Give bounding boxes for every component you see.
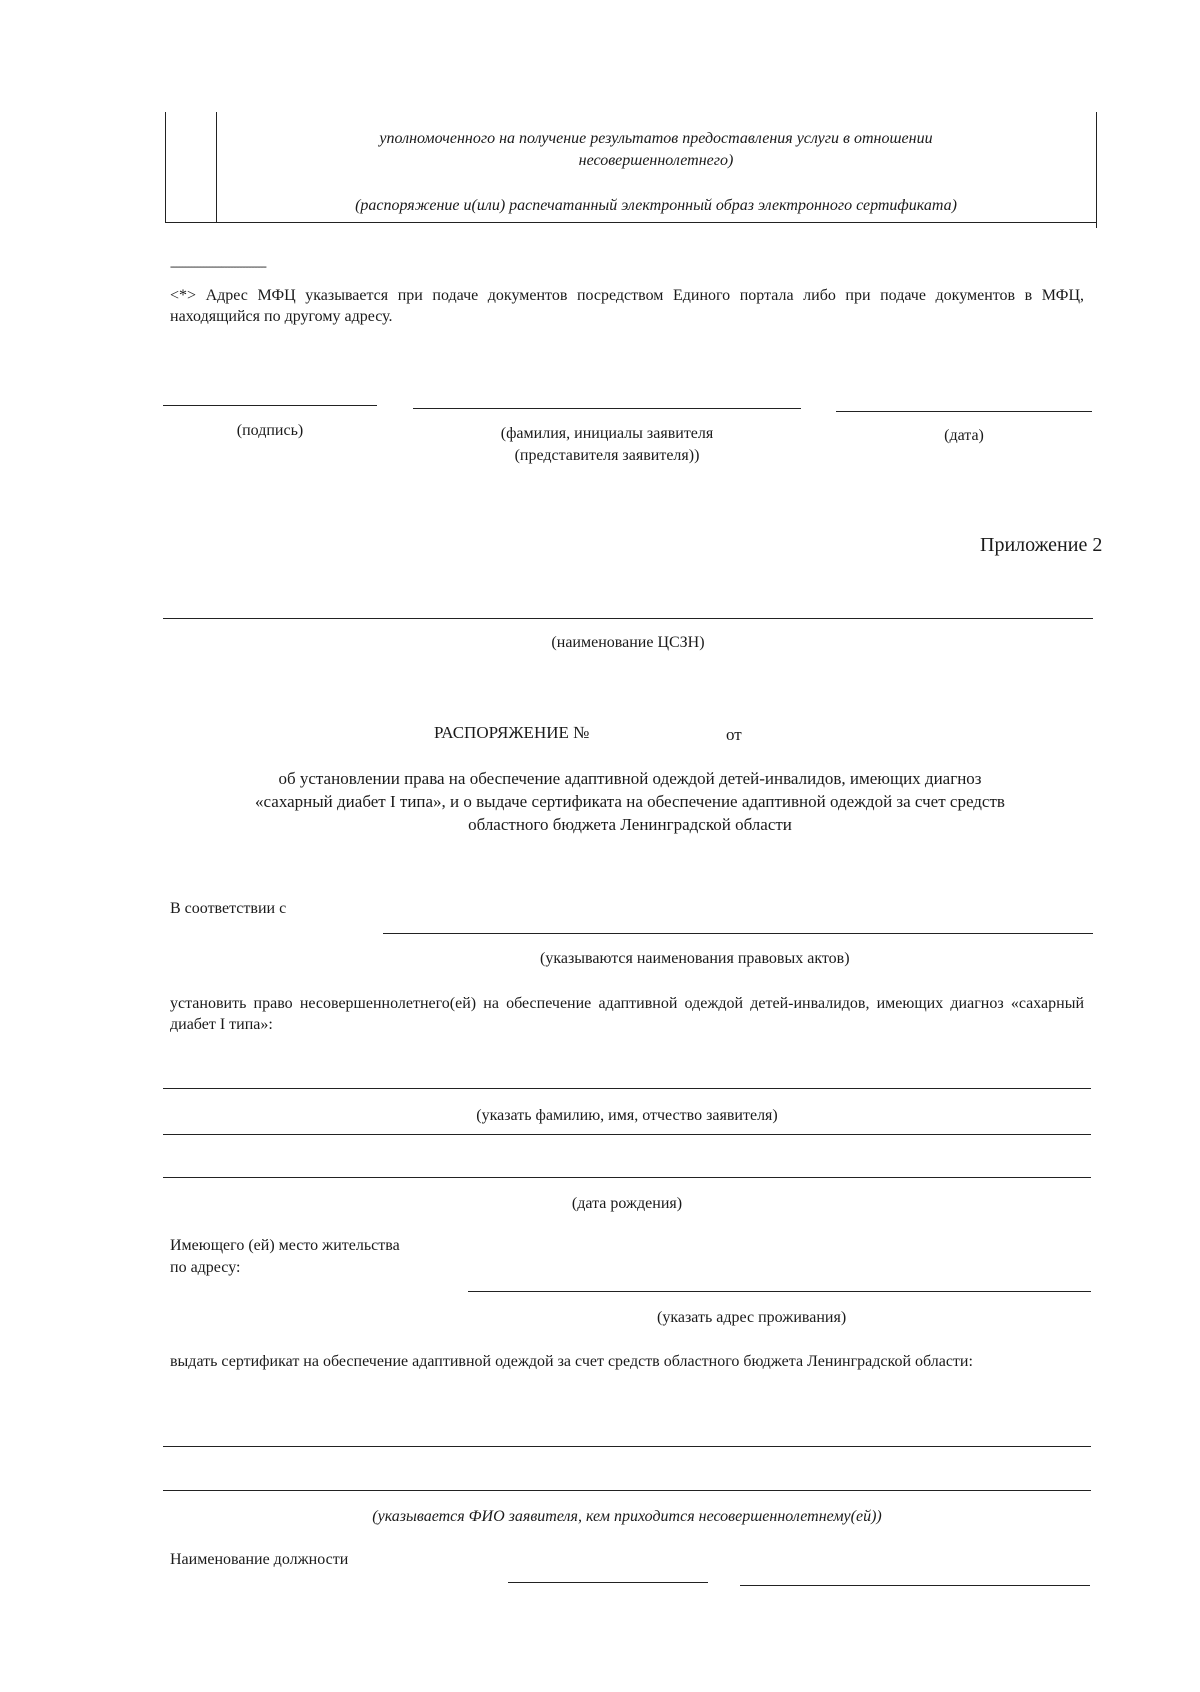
address-line <box>468 1291 1091 1292</box>
date-caption: (дата) <box>944 427 984 444</box>
position-signature-line <box>508 1582 708 1583</box>
order-subject-line3: областного бюджета Ленинградской области <box>468 815 792 834</box>
address-caption: (указать адрес проживания) <box>657 1309 847 1326</box>
residence-line1: Имеющего (ей) место жительства <box>170 1237 400 1254</box>
position-name-line <box>740 1585 1090 1586</box>
signature-caption: (подпись) <box>236 422 304 439</box>
applicant-caption: (указывается ФИО заявителя, кем приходится несовершеннолетнему(ей)) <box>372 1508 882 1525</box>
footnote-text: <*> Адрес МФЦ указывается при подаче документов посредством Единого портала либо при подаче документов в МФЦ, находящийся по другому адресу. <box>170 287 1084 325</box>
applicant-line-1 <box>163 1446 1091 1447</box>
issue-certificate-text: выдать сертификат на обеспечение адаптивной одеждой за счет средств областного бюджета Ленинградской области: <box>170 1353 973 1370</box>
birth-caption: (дата рождения) <box>571 1195 683 1212</box>
order-subject-line2: «сахарный диабет I типа», и о выдаче сертификата на обеспечение адаптивной одеждой за счет средств <box>255 792 1005 811</box>
signature-line <box>163 405 377 406</box>
fio-line-1 <box>163 1088 1091 1089</box>
name-line <box>413 408 801 409</box>
table-text-line1: уполномоченного на получение результатов предоставления услуги в отношении <box>379 130 933 147</box>
name-caption-line1: (фамилия, инициалы заявителя <box>500 425 714 442</box>
fio-line-2 <box>163 1134 1091 1135</box>
date-line <box>836 411 1092 412</box>
order-subject-line1: об установлении права на обеспечение адаптивной одеждой детей-инвалидов, имеющих диагноз <box>278 769 982 788</box>
name-caption-line2: (представителя заявителя)) <box>514 447 700 464</box>
legal-acts-line <box>383 933 1093 934</box>
applicant-line-2 <box>163 1490 1091 1491</box>
legal-acts-caption: (указываются наименования правовых актов) <box>540 950 850 967</box>
org-caption: (наименование ЦСЗН) <box>551 634 705 651</box>
accordance-text: В соответствии с <box>170 900 287 917</box>
appendix-label: Приложение 2 <box>980 534 1103 556</box>
order-from: от <box>726 725 742 744</box>
table-text-line3: (распоряжение и(или) распечатанный электронный образ электронного сертификата) <box>355 197 957 214</box>
org-line <box>163 618 1093 619</box>
table-left-border <box>165 112 166 222</box>
position-label: Наименование должности <box>170 1551 349 1568</box>
footnote-separator: -------------------------------- <box>170 259 266 273</box>
birth-line <box>163 1177 1091 1178</box>
fio-caption: (указать фамилию, имя, отчество заявителя) <box>476 1107 778 1124</box>
residence-line2: по адресу: <box>170 1259 241 1276</box>
table-right-border <box>1096 112 1097 228</box>
order-title: РАСПОРЯЖЕНИЕ № <box>434 723 590 742</box>
table-text-line2: несовершеннолетнего) <box>578 152 734 169</box>
table-bottom-border <box>165 222 1097 223</box>
establish-right-text: установить право несовершеннолетнего(ей) на обеспечение адаптивной одеждой детей-инвалидов, имеющих диагноз «сахарный диабет I типа»: <box>170 995 1084 1033</box>
